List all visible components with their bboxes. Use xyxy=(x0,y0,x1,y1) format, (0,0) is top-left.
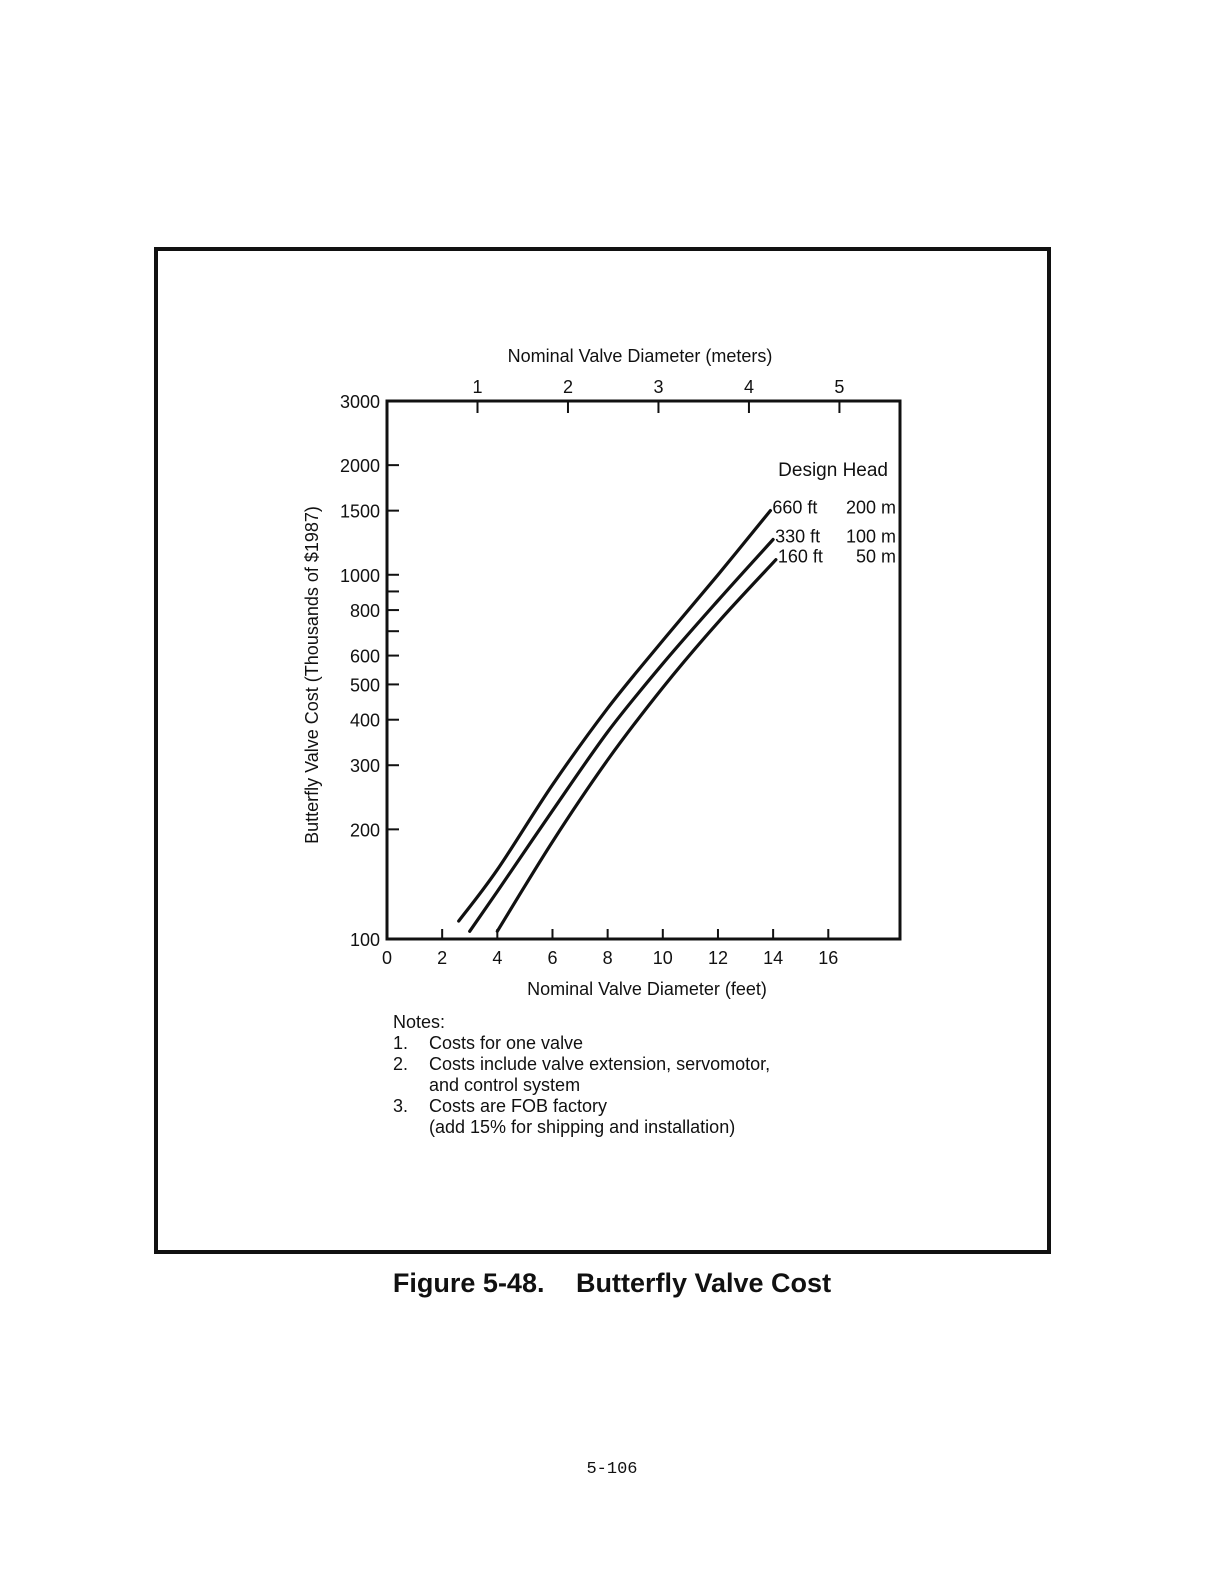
series-line xyxy=(459,511,771,921)
top-axis-title: Nominal Valve Diameter (meters) xyxy=(507,346,773,366)
note-item xyxy=(393,1033,770,1054)
x-axis-label: Nominal Valve Diameter (feet) xyxy=(527,979,767,999)
series-lines xyxy=(459,511,776,932)
x-tick-label: 2 xyxy=(437,948,448,968)
x-tick-label: 6 xyxy=(547,948,558,968)
x-tick-label: 12 xyxy=(707,948,728,968)
series-line xyxy=(497,560,776,932)
note-item xyxy=(393,1054,770,1096)
y-tick-label: 2000 xyxy=(339,456,380,477)
y-tick-label: 400 xyxy=(349,710,380,731)
top-tick-label: 4 xyxy=(743,377,754,397)
note-item xyxy=(393,1096,770,1138)
note-number: 1. xyxy=(393,1033,409,1053)
x-tick-label: 16 xyxy=(818,948,839,968)
figure-title: Butterfly Valve Cost xyxy=(575,1268,832,1298)
curve-label-ft: 660 ft xyxy=(772,497,818,518)
figure-caption xyxy=(0,1268,1224,1299)
top-tick-label: 5 xyxy=(834,377,845,397)
x-axis-ticks xyxy=(382,929,838,968)
y-tick-label: 1000 xyxy=(339,565,380,586)
curve-label-ft: 330 ft xyxy=(775,526,821,547)
y-tick-label: 1500 xyxy=(339,501,380,522)
y-tick-label: 100 xyxy=(349,930,380,950)
y-axis-label: Butterfly Valve Cost (Thousands of $1987) xyxy=(302,506,322,844)
note-line: Costs are FOB factory xyxy=(429,1096,608,1116)
x-tick-label: 10 xyxy=(652,948,673,968)
plot-area xyxy=(387,401,900,939)
top-tick-label: 2 xyxy=(562,377,573,397)
top-axis-ticks xyxy=(472,377,844,413)
y-tick-label: 500 xyxy=(349,675,380,696)
figure-number: Figure 5-48. xyxy=(392,1268,545,1298)
x-tick-label: 8 xyxy=(602,948,613,968)
note-line: and control system xyxy=(429,1075,581,1095)
note-number: 3. xyxy=(393,1096,409,1116)
y-axis-ticks xyxy=(340,392,399,950)
legend-labels xyxy=(772,498,896,567)
x-tick-label: 14 xyxy=(763,948,784,968)
y-tick-label: 800 xyxy=(349,601,380,622)
top-tick-label: 1 xyxy=(472,377,483,397)
y-tick-label: 300 xyxy=(349,756,380,777)
curve-label-m: 200 m xyxy=(845,497,896,518)
note-line: Costs include valve extension, servomotor, xyxy=(429,1054,771,1074)
notes-heading: Notes: xyxy=(393,1012,446,1032)
legend-title: Design Head xyxy=(778,460,888,481)
x-tick-label: 4 xyxy=(492,948,503,968)
note-line: Costs for one valve xyxy=(429,1033,584,1053)
curve-label-m: 50 m xyxy=(855,546,896,567)
y-tick-label: 600 xyxy=(349,646,380,667)
y-tick-label: 200 xyxy=(349,820,380,841)
note-number: 2. xyxy=(393,1054,409,1074)
curve-label-m: 100 m xyxy=(845,526,896,547)
page-number: 5-106 xyxy=(586,1460,638,1479)
series-line xyxy=(470,540,773,932)
top-tick-label: 3 xyxy=(653,377,664,397)
notes xyxy=(393,1012,770,1138)
x-tick-label: 0 xyxy=(381,948,393,968)
curve-label-ft: 160 ft xyxy=(777,546,823,567)
y-tick-label: 3000 xyxy=(339,392,380,412)
note-line: (add 15% for shipping and installation) xyxy=(429,1117,736,1137)
